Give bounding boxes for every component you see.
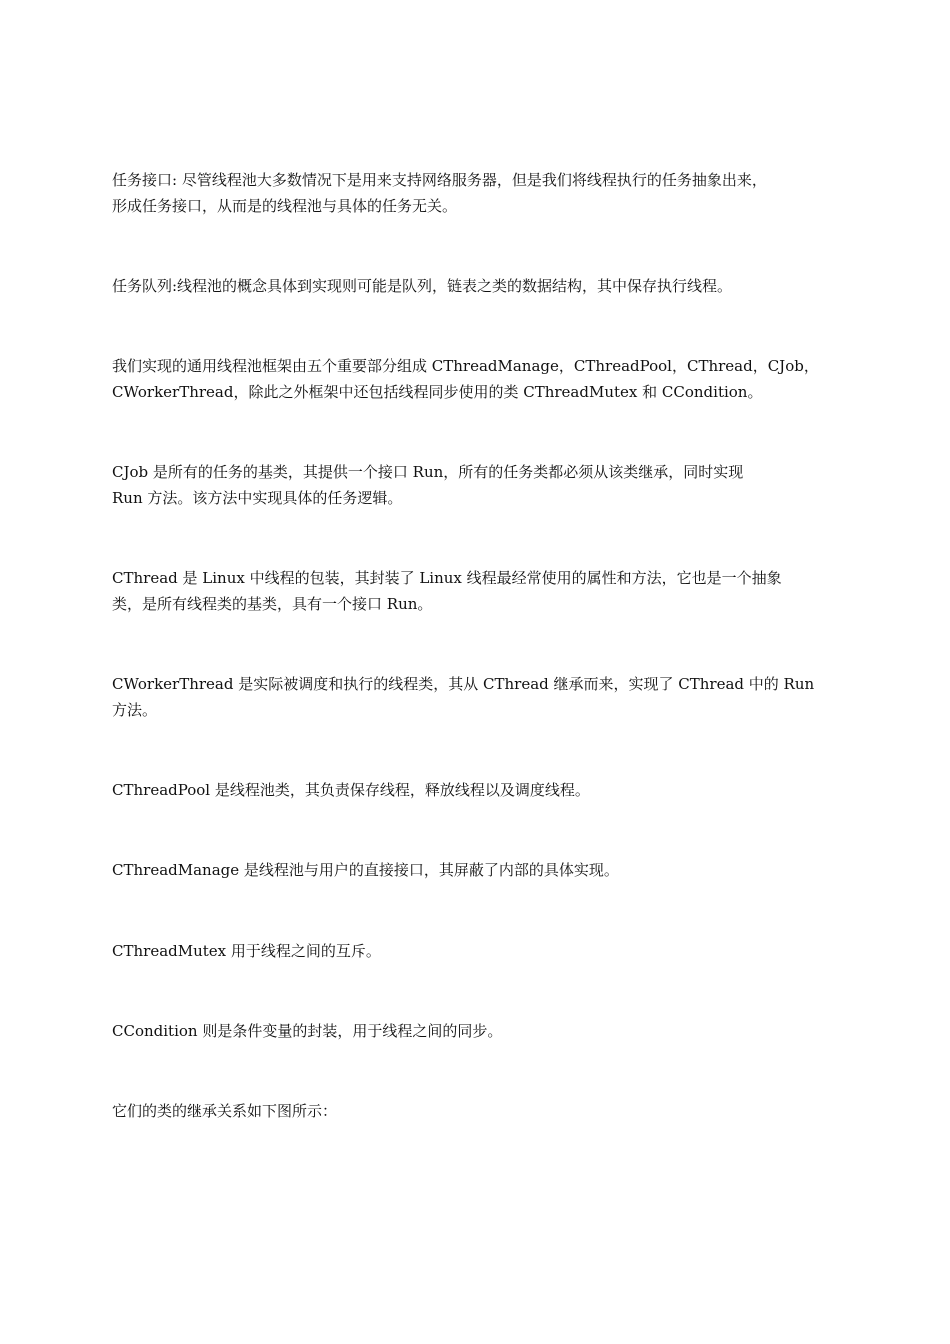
text-line: CCondition 则是条件变量的封装，用于线程之间的同步。 [112, 1022, 503, 1040]
text-line: 形成任务接口，从而是的线程池与具体的任务无关。 [112, 197, 458, 215]
text-line: CThreadPool 是线程池类，其负责保存线程，释放线程以及调度线程。 [112, 781, 590, 799]
paragraph-task-interface [112, 167, 862, 219]
paragraph-cworkerthread [112, 671, 862, 723]
paragraph-cthread [112, 565, 862, 617]
paragraph-cthreadpool [112, 777, 862, 803]
text-line: 类，是所有线程类的基类，具有一个接口 Run。 [112, 595, 433, 613]
text-line: 我们实现的通用线程池框架由五个重要部分组成 CThreadManage，CThreadPool，CThread，CJob， [112, 357, 819, 375]
text-line: CWorkerThread，除此之外框架中还包括线程同步使用的类 CThreadMutex 和 CCondition。 [112, 383, 763, 401]
text-line: 它们的类的继承关系如下图所示： [112, 1102, 338, 1120]
text-line: CThread 是 Linux 中线程的包装，其封装了 Linux 线程最经常使用的属性和方法，它也是一个抽象 [112, 569, 782, 587]
text-line: CThreadManage 是线程池与用户的直接接口，其屏蔽了内部的具体实现。 [112, 861, 619, 879]
text-line: CWorkerThread 是实际被调度和执行的线程类，其从 CThread 继承而来，实现了 CThread 中的 Run [112, 675, 815, 693]
paragraph-framework-overview [112, 353, 862, 405]
text-line: 任务队列:线程池的概念具体到实现则可能是队列，链表之类的数据结构，其中保存执行线程。 [112, 277, 733, 295]
paragraph-inheritance-intro [112, 1098, 862, 1124]
paragraph-cjob [112, 459, 862, 511]
paragraph-task-queue [112, 273, 862, 299]
paragraph-cthreadmanage [112, 857, 862, 883]
text-line: Run 方法。该方法中实现具体的任务逻辑。 [112, 489, 403, 507]
text-line: CThreadMutex 用于线程之间的互斥。 [112, 942, 381, 960]
text-line: CJob 是所有的任务的基类，其提供一个接口 Run，所有的任务类都必须从该类继承，同时实现 [112, 463, 744, 481]
paragraph-cthreadmutex [112, 938, 862, 964]
text-line: 方法。 [112, 701, 158, 719]
paragraph-ccondition [112, 1018, 862, 1044]
text-line: 任务接口: 尽管线程池大多数情况下是用来支持网络服务器，但是我们将线程执行的任务抽象出来， [112, 171, 767, 189]
